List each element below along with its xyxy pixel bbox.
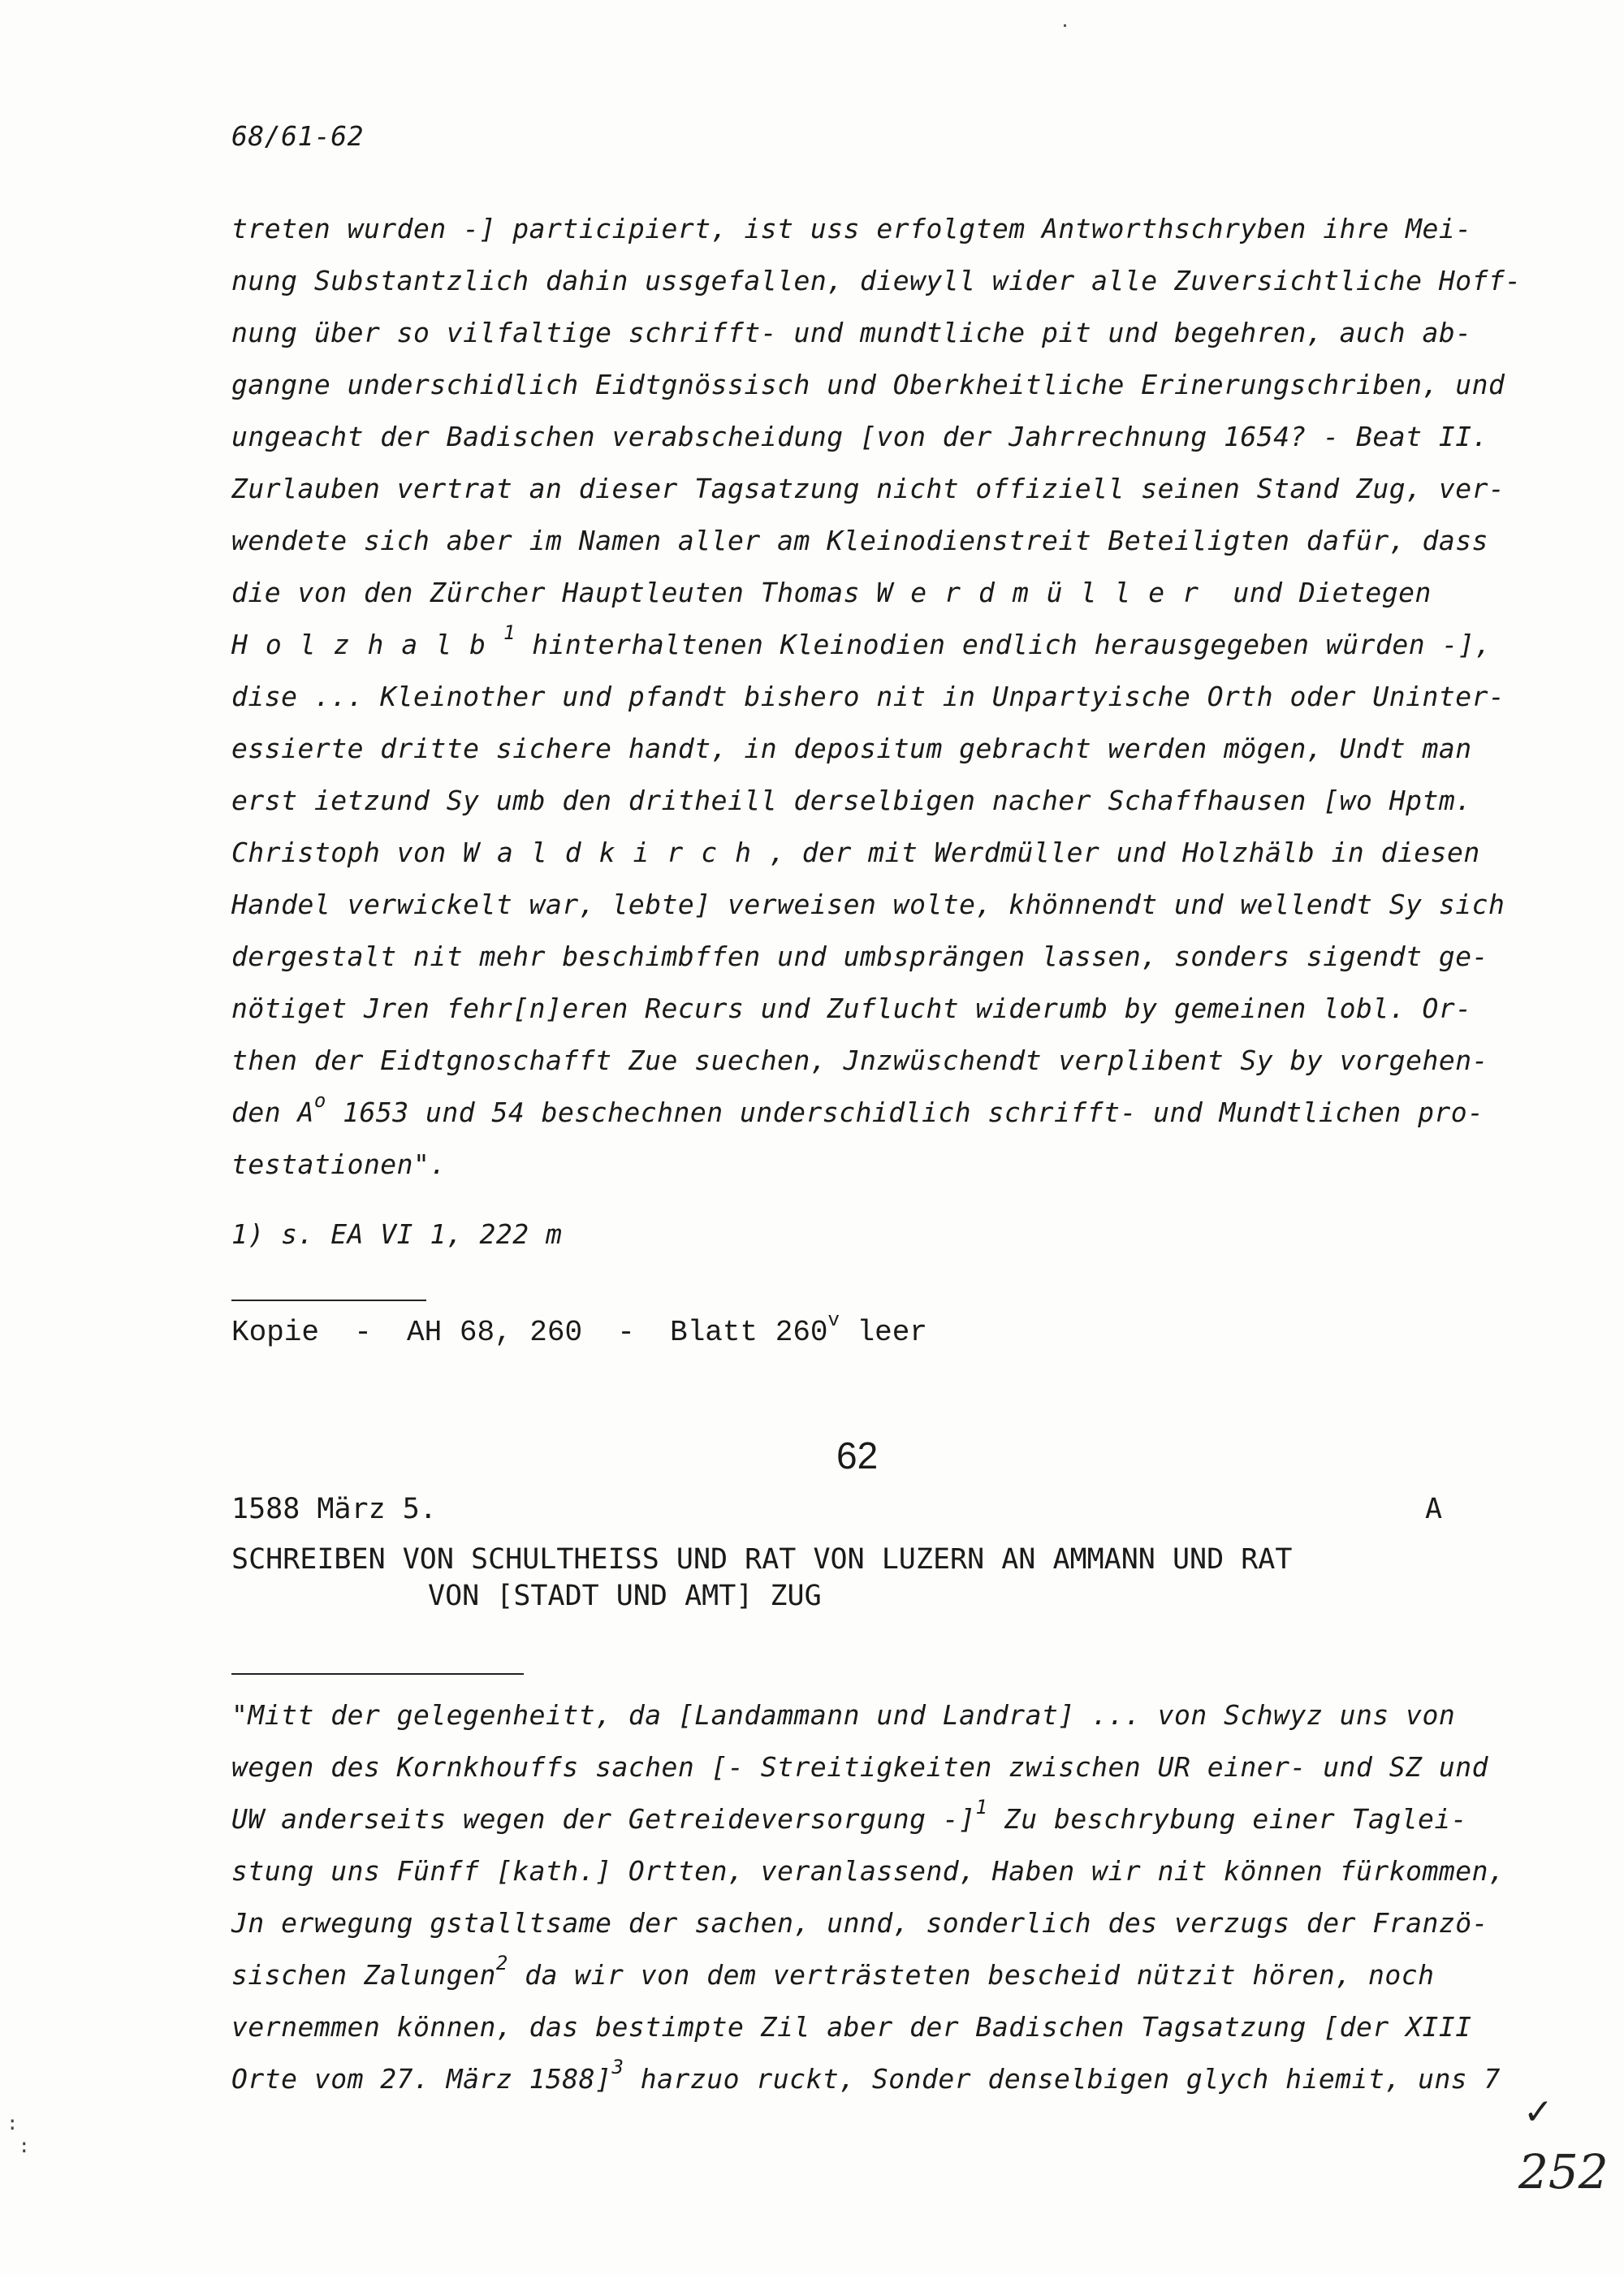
source-note-text: Kopie - AH 68, 260 - Blatt 260 bbox=[231, 1316, 828, 1349]
margin-marks: : : bbox=[6, 2112, 30, 2157]
text-segment: 1653 und 54 beschechnen underschidlich schrifft- und Mundtlichen pro- bbox=[326, 1096, 1484, 1128]
text-line: essierte dritte sichere handt, in depositum gebracht werden mögen, Undt man bbox=[231, 733, 1472, 764]
text-line bbox=[231, 619, 1498, 671]
text-line: then der Eidtgnoschafft Zue suechen, Jnzwüschendt verplibent Sy by vorgehen- bbox=[231, 1045, 1488, 1076]
superscript: o bbox=[313, 1089, 326, 1112]
text-line bbox=[231, 1949, 1498, 2001]
text-line: dergestalt nit mehr beschimbffen und umbsprängen lassen, sonders sigendt ge- bbox=[231, 941, 1488, 972]
text-line: testationen". bbox=[231, 1148, 447, 1180]
text-line: gangne underschidlich Eidtgnössisch und Oberkheitliche Erinerungschriben, und bbox=[231, 369, 1505, 400]
superscript: 3 bbox=[611, 2056, 624, 2078]
text-segment: , der mit Werdmüller und Holzhälb in diesen bbox=[768, 837, 1480, 868]
source-note-sup: v bbox=[827, 1310, 840, 1332]
text-line: nötiget Jren fehr[n]eren Recurs und Zuflucht widerumb by gemeinen lobl. Or- bbox=[231, 993, 1472, 1024]
scan-speck bbox=[1064, 24, 1066, 27]
handwritten-page-number: 252 bbox=[1518, 2144, 1609, 2199]
body-paragraph-1 bbox=[231, 203, 1522, 1191]
document-number: 62 bbox=[836, 1434, 879, 1477]
text-line: wegen des Kornkhouffs sachen [- Streitigkeiten zwischen UR einer- und SZ und bbox=[231, 1751, 1488, 1783]
superscript: 2 bbox=[495, 1952, 508, 1974]
text-segment: den A bbox=[231, 1096, 314, 1128]
body-paragraph-2 bbox=[231, 1689, 1505, 2105]
spaced-name: Werdmüller bbox=[876, 577, 1217, 608]
text-line: vernemmen können, das bestimpte Zil aber der Badischen Tagsatzung [der XIII bbox=[231, 2011, 1472, 2043]
text-segment: die von den Zürcher Hauptleuten Thomas bbox=[231, 577, 877, 608]
text-line: Zurlauben vertrat an dieser Tagsatzung nicht offiziell seinen Stand Zug, ver- bbox=[231, 473, 1505, 504]
title-divider bbox=[231, 1673, 524, 1675]
text-line: dise ... Kleinother und pfandt bishero nit in Unpartyische Orth oder Uninter- bbox=[231, 681, 1505, 712]
document-title-line-2: VON [STADT UND AMT] ZUG bbox=[428, 1580, 822, 1612]
page-reference: 68/61-62 bbox=[231, 120, 364, 152]
document-title-line-1: SCHREIBEN VON SCHULTHEISS UND RAT VON LUZERN AN AMMANN UND RAT bbox=[231, 1543, 1293, 1576]
text-segment: hinterhaltenen Kleinodien endlich herausgegeben würden -] bbox=[515, 629, 1475, 660]
text-segment: sischen Zalungen bbox=[231, 1959, 496, 1991]
footnote-divider bbox=[231, 1300, 426, 1301]
text-line: nung Substantzlich dahin ussgefallen, diewyll wider alle Zuversichtliche Hoff- bbox=[231, 265, 1522, 296]
document-rank: A bbox=[1425, 1493, 1443, 1525]
text-line bbox=[231, 2053, 1501, 2105]
footnote-1: 1) s. EA VI 1, 222 m bbox=[231, 1218, 563, 1250]
text-line bbox=[231, 1087, 1498, 1139]
text-segment: und Dietegen bbox=[1216, 577, 1432, 608]
text-line: Handel verwickelt war, lebte] verweisen wolte, khönnendt und wellendt Sy sich bbox=[231, 889, 1505, 920]
text-segment: Zu beschrybung einer Taglei- bbox=[987, 1803, 1468, 1835]
text-line: wendete sich aber im Namen aller am Kleinodienstreit Beteiligten dafür, dass bbox=[231, 525, 1488, 556]
text-line: treten wurden -] participiert, ist uss erfolgtem Antworthschryben ihre Mei- bbox=[231, 213, 1472, 244]
text-segment: Christoph von bbox=[231, 837, 464, 868]
text-line: stung uns Fünff [kath.] Ortten, veranlassend, Haben wir nit können fürkommen, bbox=[231, 1855, 1505, 1887]
spaced-name: Holzhalb bbox=[231, 629, 503, 660]
text-line: Jn erwegung gstalltsame der sachen, unnd, sonderlich des verzugs der Franzö- bbox=[231, 1907, 1488, 1939]
text-line bbox=[231, 1793, 1498, 1845]
text-segment: Orte vom 27. März 1588] bbox=[231, 2063, 612, 2095]
text-segment: , bbox=[1475, 629, 1492, 660]
text-line: ungeacht der Badischen verabscheidung [von der Jahrrechnung 1654? - Beat II. bbox=[231, 421, 1488, 452]
text-line: erst ietzund Sy umb den dritheill derselbigen nacher Schaffhausen [wo Hptm. bbox=[231, 785, 1472, 816]
text-line: nung über so vilfaltige schrifft- und mundtliche pit und begehren, auch ab- bbox=[231, 317, 1472, 348]
text-segment: harzuo ruckt, Sonder denselbigen glych hiemit, uns 7 bbox=[624, 2063, 1501, 2095]
superscript: 1 bbox=[975, 1796, 988, 1819]
source-note-tail: leer bbox=[839, 1316, 927, 1349]
text-segment: UW anderseits wegen der Getreideversorgung -] bbox=[231, 1803, 976, 1835]
text-line bbox=[231, 567, 1498, 619]
source-note bbox=[231, 1310, 927, 1349]
spaced-name: Waldkirch bbox=[463, 837, 769, 868]
superscript: 1 bbox=[503, 621, 516, 644]
text-line: "Mitt der gelegenheitt, da [Landammann und Landrat] ... von Schwyz uns von bbox=[231, 1699, 1456, 1731]
handwritten-checkmark: ✓ bbox=[1523, 2091, 1553, 2133]
document-date: 1588 März 5. bbox=[231, 1493, 437, 1525]
text-segment: da wir von dem verträsteten bescheid nützit hören, noch bbox=[508, 1959, 1435, 1991]
text-line bbox=[231, 827, 1498, 879]
